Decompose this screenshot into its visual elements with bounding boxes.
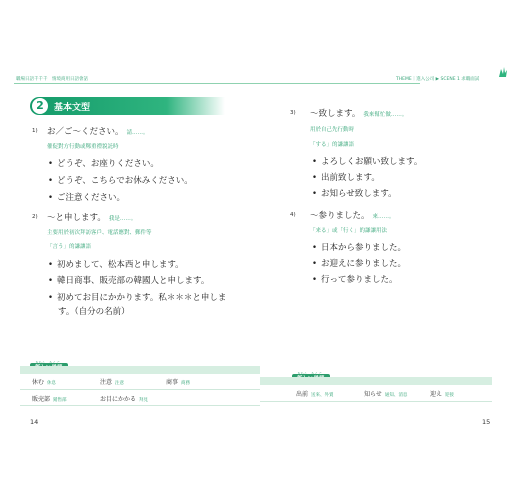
example-sentence: • ご注意ください。 [48,191,125,203]
vocab-tag: あたら たんご [292,374,330,385]
vocab-band [260,377,492,385]
vocab-item: 販売部 銷售部 [32,396,67,403]
vocab-band [20,366,260,374]
header-rule [260,83,420,84]
vocab-item: 迎え 迎接 [430,391,455,398]
page-number: 14 [30,418,39,426]
example-sentence: • お知らせ致します。 [312,187,397,199]
vocab-tag: あたら たんご [30,363,68,374]
example-sentence: • 初めまして、松本西と申します。 [48,258,184,270]
vocab-divider [260,401,492,402]
example-sentence: • 行って参りました。 [312,273,398,285]
vocab-item: 出前 送來、外賣 [296,391,334,398]
pattern-heading: ～致します。 我來幫忙做……。 [310,109,408,119]
item-number: 2) [32,214,38,220]
usage-note: 「言う」的謙讓語 [47,244,92,250]
usage-note: 用於自己先行動時 [310,127,355,133]
vocab-divider [20,389,260,390]
usage-note: 「する」的謙讓語 [310,142,355,148]
usage-note: 催促對方行動或鄭重禮貌託時 [47,144,119,150]
example-sentence: • 韓日商事、販売部の韓國人と申します。 [48,274,209,286]
section-number: 2 [32,98,48,114]
page-number: 15 [482,418,491,426]
item-number: 3) [290,110,296,116]
running-header-left: 職場日語千千千 情境商用日語會話 [16,77,88,82]
section-title: 基本文型 [54,103,91,113]
running-header-right: THEME｜進入公司 ▶ SCENE 1 求職面試 [396,77,480,82]
pattern-heading: お／ご～ください。 請……。 [47,127,149,137]
example-sentence: • 日本から参りました。 [312,241,406,253]
vocab-divider [20,405,260,406]
usage-note: 主要用於初次拜訪客戶、電話應對、郵件等 [47,230,152,236]
example-sentence-continued: す。（自分の名前） [58,307,130,317]
pattern-heading: ～と申します。 我是……。 [47,213,137,223]
vocab-item: 知らせ 通知、消息 [364,391,408,398]
example-sentence: • 出前致します。 [312,171,380,183]
leaf-icon [498,66,508,78]
header-rule [14,83,260,84]
usage-note: 「来る」或「行く」的謙讓用法 [310,228,388,234]
vocab-item: 商事 商務 [166,379,191,386]
vocab-item: 休む 休息 [32,379,57,386]
vocab-item: 注意 注意 [100,379,125,386]
section-banner [30,97,225,115]
pattern-heading: ～参りました。 來……。 [310,211,395,221]
example-sentence: • どうぞ、お座りください。 [48,157,159,169]
item-number: 1) [32,128,38,134]
example-sentence: • お迎えに参りました。 [312,257,406,269]
vocab-item: お目にかかる 拜見 [100,396,149,403]
item-number: 4) [290,212,296,218]
example-sentence: • 初めてお目にかかります。私＊＊＊と申しま [48,291,226,303]
right-page [260,0,520,500]
example-sentence: • よろしくお願い致します。 [312,155,422,167]
example-sentence: • どうぞ、こちらでお休みください。 [48,174,193,186]
